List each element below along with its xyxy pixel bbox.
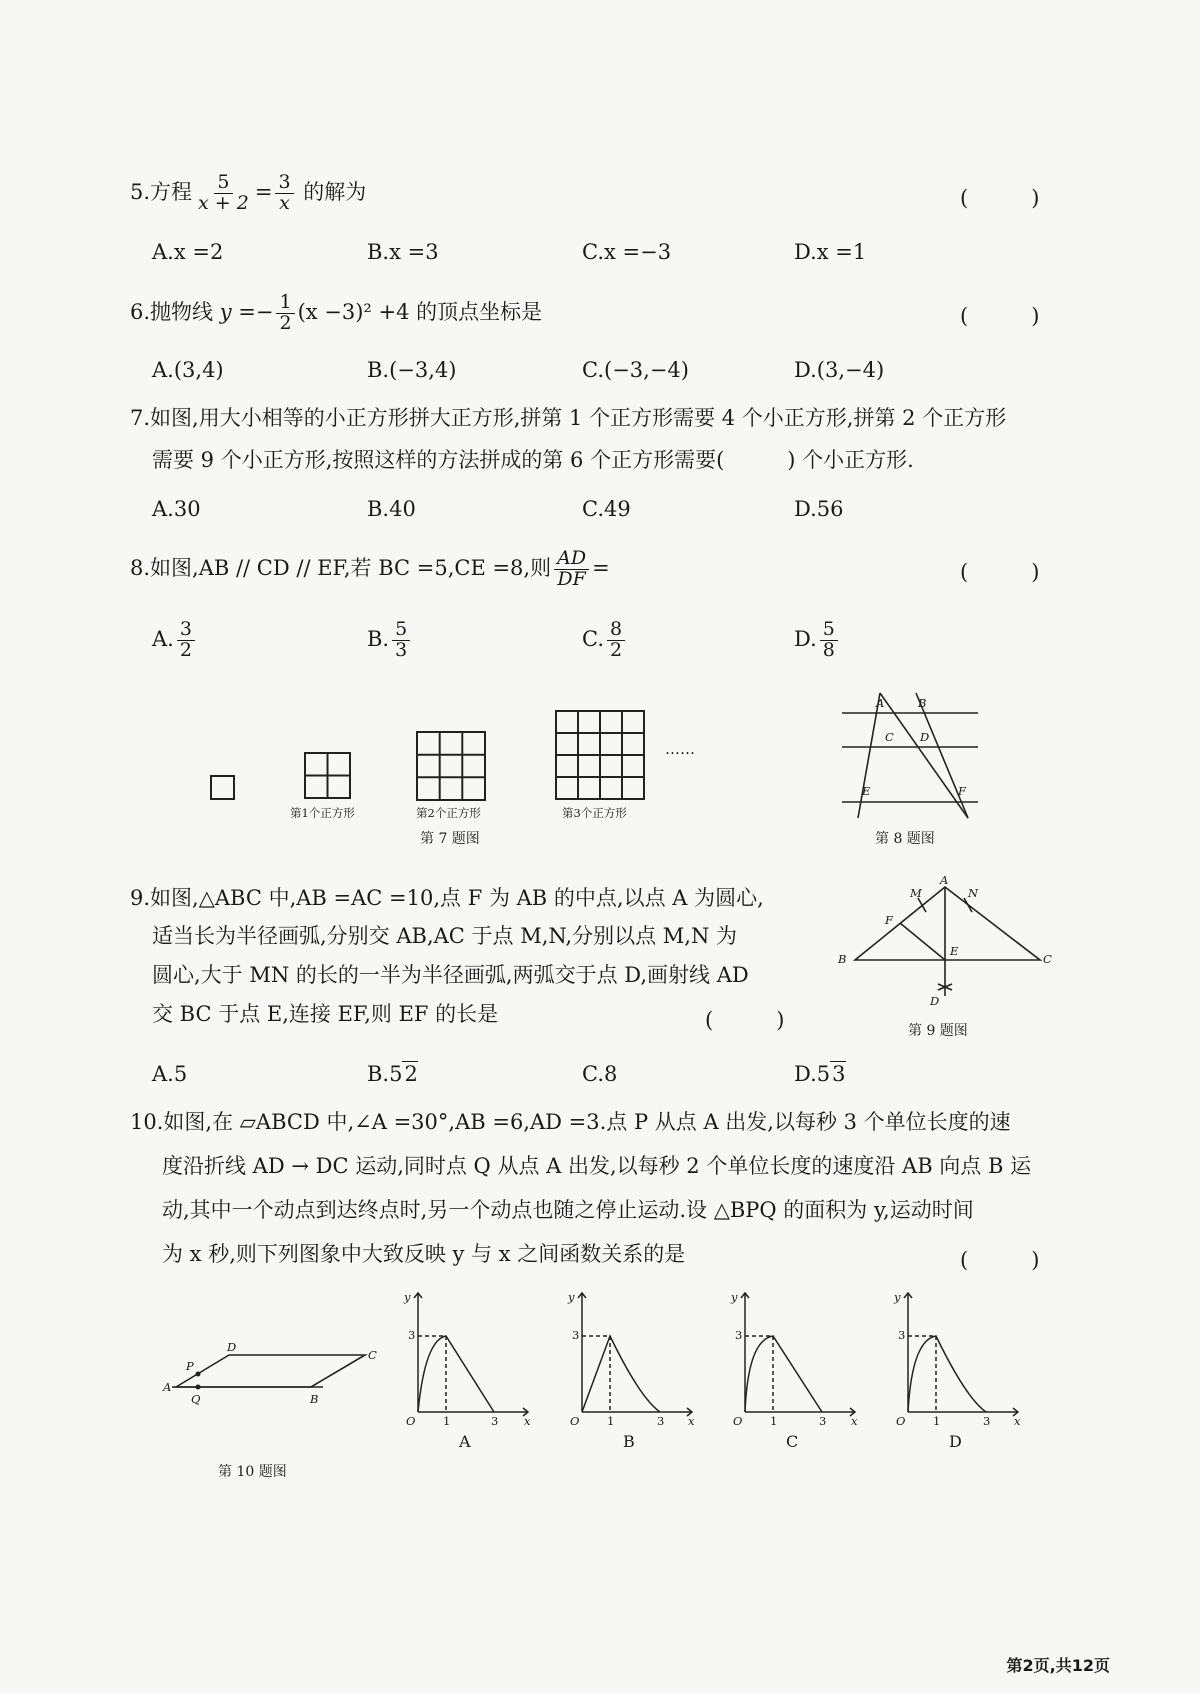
fig9-point-n: N [968, 886, 979, 900]
fig9-segment-ef [900, 923, 945, 960]
q9-line-2: 适当长为半径画弧,分别交 AB,AC 于点 M,N,分别以点 M,N 为 [152, 924, 737, 948]
graph-a-tick-3: 3 [491, 1414, 499, 1428]
q8-option-c: C. $\frac{8}{2}$ [582, 620, 628, 661]
q8-option-b: B. $\frac{5}{3}$ [367, 620, 413, 661]
fig8-point-b: B [918, 696, 927, 710]
fig9-point-m: M [910, 886, 922, 900]
fig8-diagram [842, 693, 978, 818]
graph-b-origin: O [570, 1414, 580, 1428]
graph-d-y-label: y [894, 1290, 901, 1304]
fig7-caption: 第 7 题图 [420, 831, 480, 847]
fig9-diagram [855, 887, 1040, 996]
graph-b [578, 1293, 692, 1416]
fig10-point-p [196, 1372, 201, 1377]
graph-a-y-label: y [404, 1290, 411, 1304]
q10-line-2: 度沿折线 AD → DC 运动,同时点 Q 从点 A 出发,以每秒 2 个单位长度的速度沿 AB 向点 B 运 [162, 1154, 1032, 1178]
fig9-point-f: F [885, 913, 893, 927]
graph-a-letter: A [459, 1432, 471, 1451]
fig7-label-3: 第3个正方形 [562, 806, 627, 820]
q10-line-1: 10.如图,在 ▱ABCD 中,∠A =30°,AB =6,AD =3.点 P 从点 A 出发,以每秒 3 个单位长度的速 [130, 1110, 1011, 1134]
page-footer: 第2页,共12页 [1006, 1656, 1110, 1675]
fig7-square-2 [305, 753, 350, 798]
graph-c-tick-y: 3 [735, 1328, 743, 1342]
graph-c-y-label: y [731, 1290, 738, 1304]
q9-option-b: B.52 [367, 1062, 418, 1086]
graph-a-x-label: x [524, 1414, 531, 1428]
fig7-ellipsis: …… [665, 740, 695, 758]
graph-d-tick-3: 3 [983, 1414, 991, 1428]
q10-line-3: 动,其中一个动点到达终点时,另一个动点也随之停止运动.设 △BPQ 的面积为 y,运动时间 [162, 1198, 974, 1222]
fig7-label-1: 第1个正方形 [290, 806, 355, 820]
fig7-label-2: 第2个正方形 [416, 806, 481, 820]
q5-option-d: D.x =1 [794, 240, 867, 264]
graph-d-tick-y: 3 [898, 1328, 906, 1342]
q9-option-a: A.5 [152, 1062, 188, 1086]
fig10-point-b: B [310, 1392, 319, 1406]
fig10-point-a: A [163, 1380, 172, 1394]
q9-line-1: 9.如图,△ABC 中,AB =AC =10,点 F 为 AB 的中点,以点 A 为圆心, [130, 886, 764, 910]
q9-line-4: 交 BC 于点 E,连接 EF,则 EF 的长是 [152, 1002, 499, 1026]
q8-fraction: $\frac{AD}{DF}$ [554, 549, 589, 590]
fig10-caption: 第 10 题图 [218, 1464, 287, 1480]
fig9-point-c: C [1043, 952, 1052, 966]
q7-option-c: C.49 [582, 497, 631, 521]
q5-option-a: A.x =2 [152, 240, 224, 264]
fig7-square-3 [417, 732, 485, 800]
q5-option-c: C.x =−3 [582, 240, 672, 264]
q7-line-1: 7.如图,用大小相等的小正方形拼大正方形,拼第 1 个正方形需要 4 个小正方形,拼第 2 个正方形 [130, 406, 1007, 430]
graph-b-tick-3: 3 [657, 1414, 665, 1428]
q5-option-b: B.x =3 [367, 240, 439, 264]
fig7-square-4 [556, 711, 644, 799]
question-6: 6.抛物线 y =− $\frac{1}{2}$ (x −3)² +4 的顶点坐标是 [130, 291, 543, 334]
fig8-line-ace [858, 693, 880, 818]
graph-a [414, 1293, 528, 1416]
graph-b-letter: B [623, 1432, 635, 1451]
fig10-point-q: Q [191, 1392, 201, 1406]
q8-option-d: D. $\frac{5}{8}$ [794, 620, 841, 661]
q7-line-2: 需要 9 个小正方形,按照这样的方法拼成的第 6 个正方形需要( ) 个小正方形. [152, 448, 914, 472]
q8-option-a: A. $\frac{3}{2}$ [152, 620, 198, 661]
q6-fraction: $\frac{1}{2}$ [276, 293, 294, 334]
graph-d-tick-1: 1 [933, 1414, 941, 1428]
fig9-triangle-abc [855, 887, 1040, 960]
question-5: 5.方程 $\frac{5}{x + 2}$ = $\frac{3}{x}$ 的解为 [130, 171, 367, 214]
q7-option-b: B.40 [367, 497, 416, 521]
q5-answer-paren: ( ) [960, 186, 1040, 210]
fig9-point-e: E [950, 944, 959, 958]
q6-option-a: A.(3,4) [152, 358, 224, 382]
fig9-arc-n [964, 898, 972, 912]
graph-c-x-label: x [851, 1414, 858, 1428]
graph-c-tick-1: 1 [770, 1414, 778, 1428]
graph-b-tick-y: 3 [572, 1328, 580, 1342]
fig7-square-1 [211, 776, 234, 799]
fig8-caption: 第 8 题图 [875, 831, 935, 847]
q9-line-3: 圆心,大于 MN 的长的一半为半径画弧,两弧交于点 D,画射线 AD [152, 963, 749, 987]
q5-fraction-1: $\frac{5}{x + 2}$ [198, 171, 249, 214]
q9-option-c: C.8 [582, 1062, 618, 1086]
graph-b-x-label: x [688, 1414, 695, 1428]
q9-option-d: D.53 [794, 1062, 846, 1086]
q5-fraction-2: $\frac{3}{x}$ [275, 173, 293, 214]
fig8-point-a: A [876, 696, 885, 710]
fig8-point-f: F [958, 784, 966, 798]
fig9-arc-m [918, 898, 926, 912]
fig10-point-c: C [368, 1348, 377, 1362]
graph-d-letter: D [949, 1432, 962, 1451]
q8-answer-paren: ( ) [960, 560, 1040, 584]
fig9-point-a: A [940, 873, 949, 887]
q10-line-4: 为 x 秒,则下列图象中大致反映 y 与 x 之间函数关系的是 [162, 1242, 686, 1266]
graph-c-letter: C [786, 1432, 799, 1451]
graph-a-tick-y: 3 [408, 1328, 416, 1342]
q5-suffix: 的解为 [303, 180, 367, 204]
fig9-point-b: B [838, 952, 847, 966]
q6-option-c: C.(−3,−4) [582, 358, 689, 382]
graph-a-origin: O [406, 1414, 416, 1428]
fig10-point-p: P [186, 1359, 194, 1373]
fig10-point-q [196, 1385, 201, 1390]
graph-a-tick-1: 1 [443, 1414, 451, 1428]
fig8-point-e: E [862, 784, 871, 798]
graph-c [741, 1293, 855, 1416]
fig10-parallelogram [176, 1355, 365, 1387]
graph-b-y-label: y [568, 1290, 575, 1304]
graph-c-tick-3: 3 [819, 1414, 827, 1428]
q6-option-b: B.(−3,4) [367, 358, 457, 382]
fig8-point-d: D [920, 730, 930, 744]
graph-d-origin: O [896, 1414, 906, 1428]
question-8: 8.如图,AB // CD // EF,若 BC =5,CE =8,则 $\frac{AD}{DF}$ = [130, 547, 610, 590]
fig8-point-c: C [885, 730, 894, 744]
graph-d [904, 1293, 1018, 1416]
q9-answer-paren: ( ) [705, 1008, 785, 1032]
fig9-caption: 第 9 题图 [908, 1023, 968, 1039]
q6-option-d: D.(3,−4) [794, 358, 885, 382]
graph-d-x-label: x [1014, 1414, 1021, 1428]
graph-c-origin: O [733, 1414, 743, 1428]
q5-prefix: 5.方程 [130, 180, 193, 204]
q10-answer-paren: ( ) [960, 1248, 1040, 1272]
q6-answer-paren: ( ) [960, 304, 1040, 328]
q7-option-a: A.30 [152, 497, 201, 521]
fig10-diagram [172, 1355, 365, 1387]
fig9-point-d: D [930, 994, 940, 1008]
graph-b-tick-1: 1 [607, 1414, 615, 1428]
q7-option-d: D.56 [794, 497, 844, 521]
fig10-point-d: D [227, 1340, 237, 1354]
